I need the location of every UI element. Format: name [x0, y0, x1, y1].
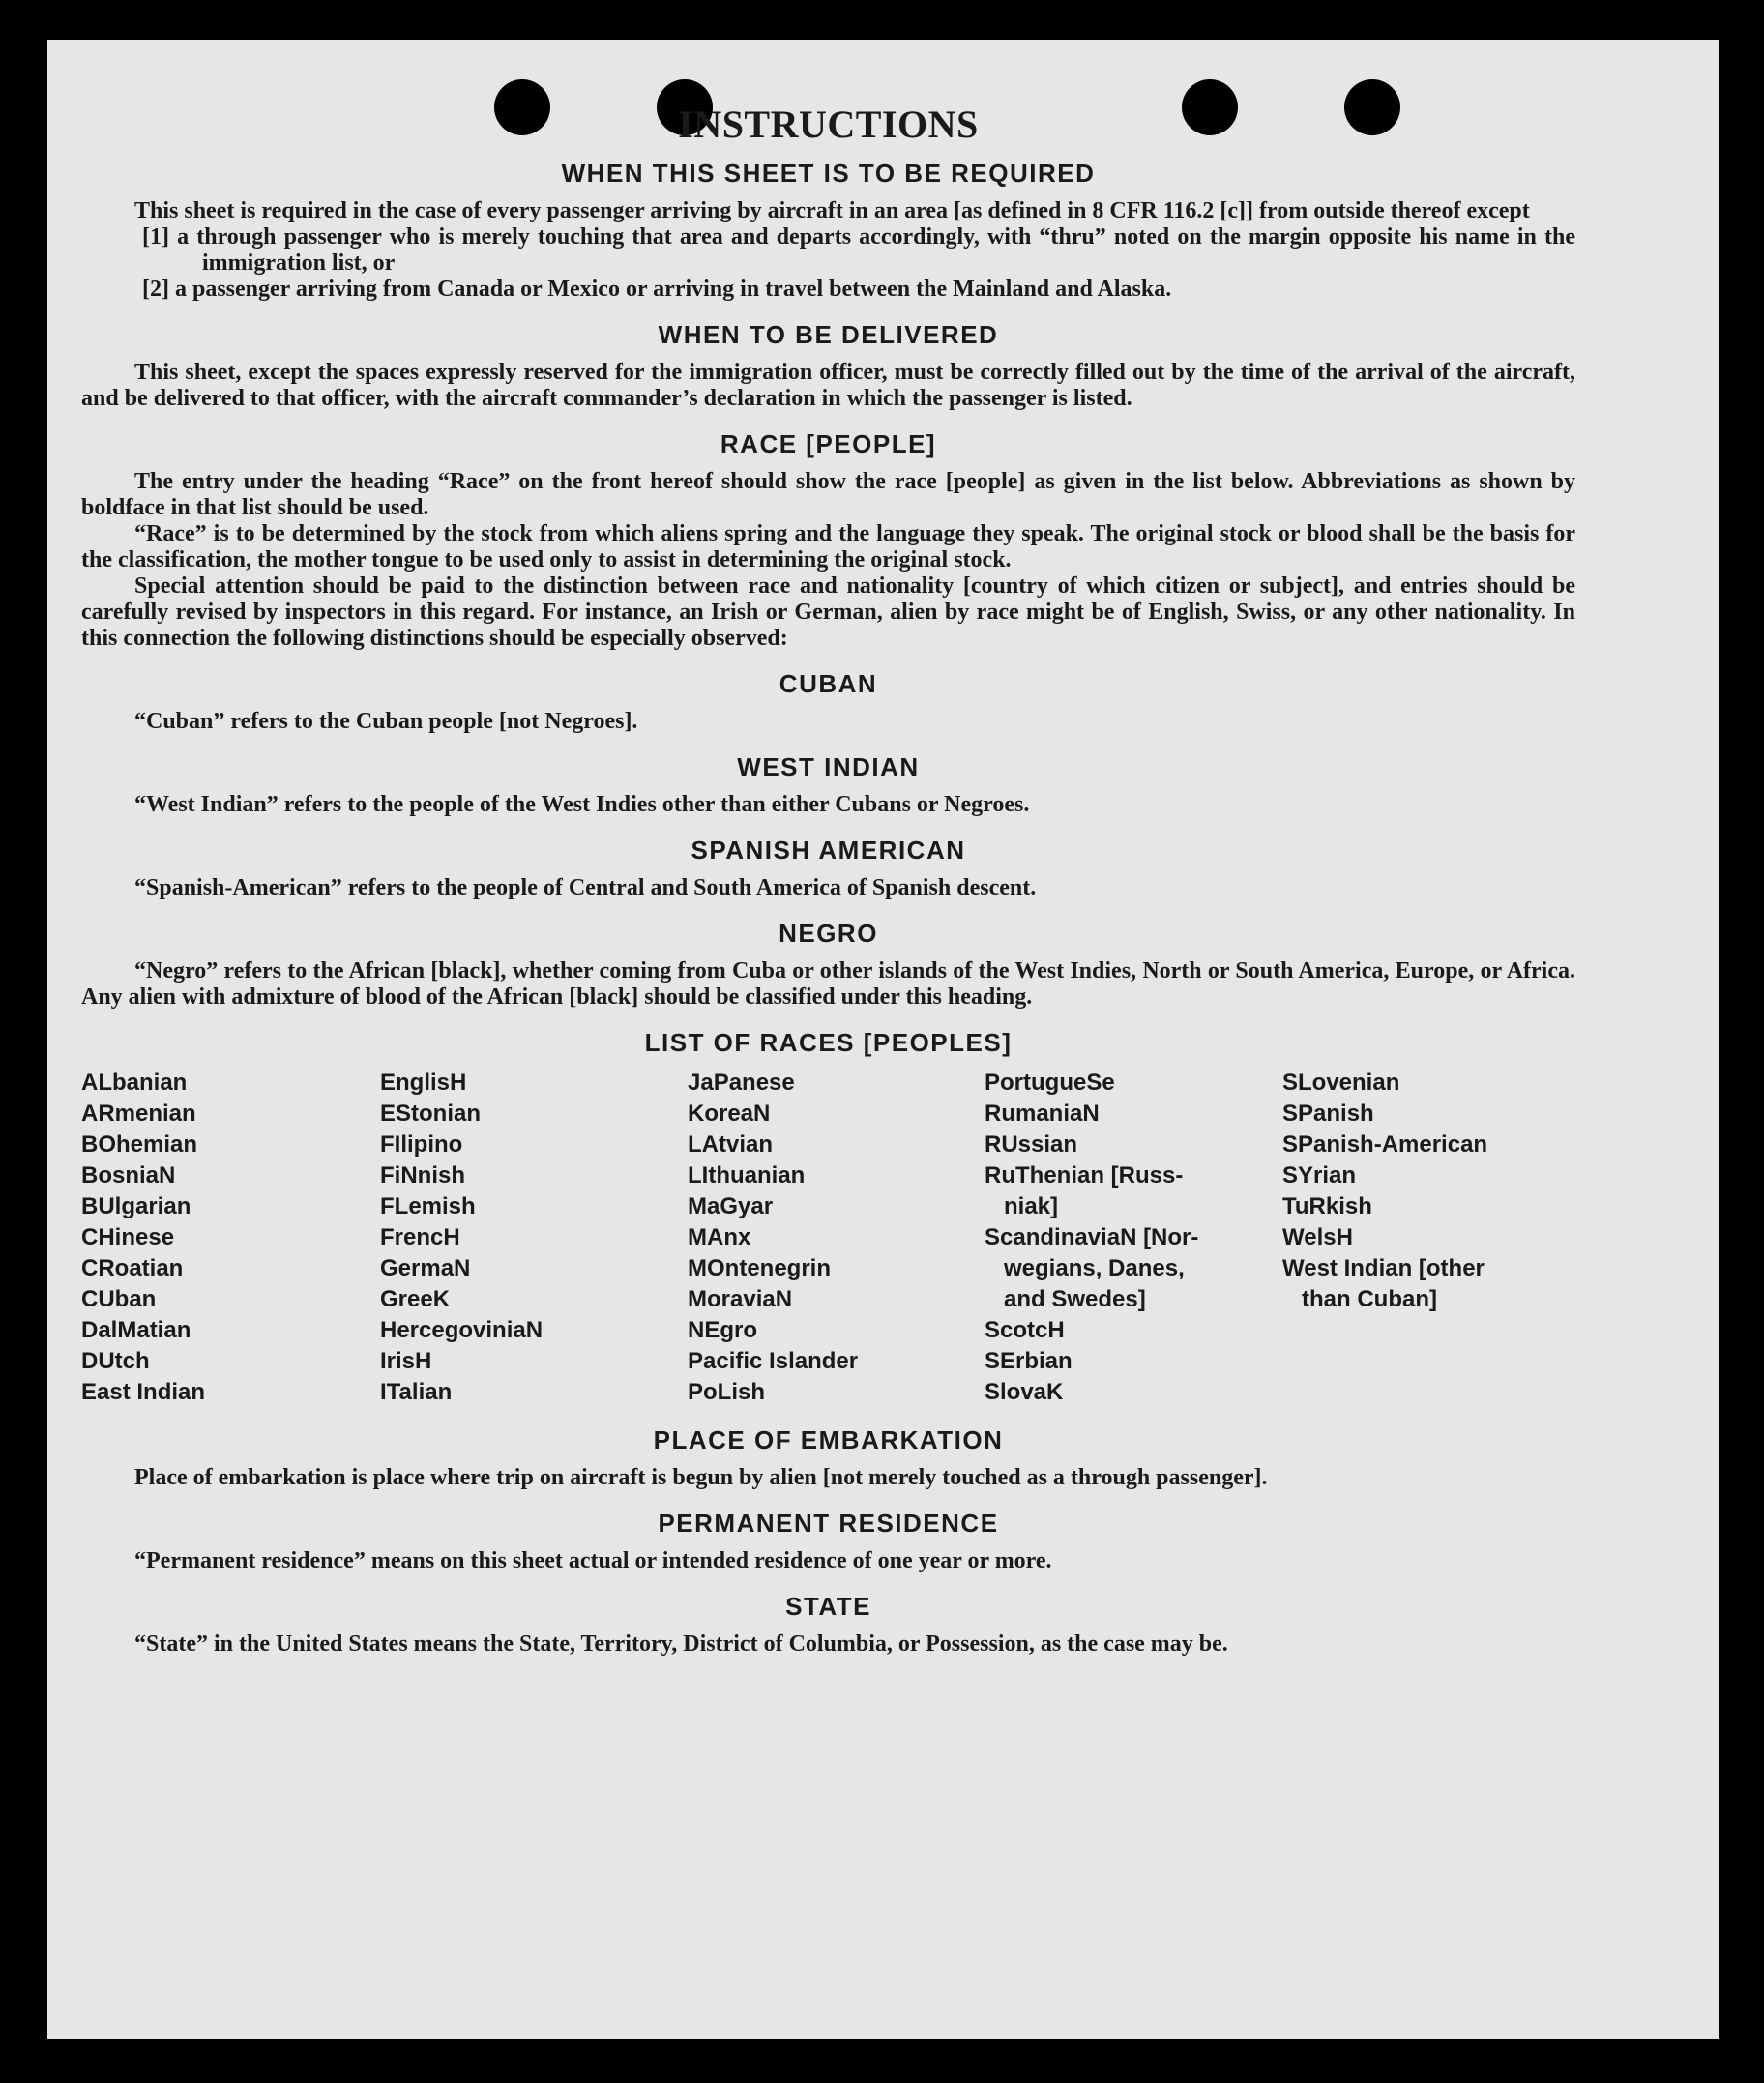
race-item: East Indian [81, 1379, 206, 1405]
race-item: EnglisH [380, 1070, 467, 1096]
list-item: [2] a passenger arriving from Canada or Mexico or arriving in travel between the Mainland and Alaska. [142, 277, 1172, 302]
race-item: NEgro [688, 1317, 757, 1343]
race-item: TuRkish [1282, 1193, 1372, 1219]
race-item: CHinese [81, 1224, 175, 1250]
race-item: GreeK [380, 1286, 451, 1312]
race-item: ScotcH [985, 1317, 1065, 1343]
section-heading: WHEN TO BE DELIVERED [658, 320, 999, 349]
race-item: JaPanese [688, 1070, 795, 1096]
race-item: CUban [81, 1286, 157, 1312]
race-item: SLovenian [1282, 1070, 1400, 1096]
instructions-content [81, 102, 1575, 1658]
race-item: MaGyar [688, 1193, 774, 1219]
race-item: ARmenian [81, 1100, 196, 1127]
race-item: FIlipino [380, 1131, 463, 1158]
race-item: RuThenian [Russ- [985, 1162, 1184, 1188]
race-item: FLemish [380, 1193, 476, 1219]
paragraph: The entry under the heading “Race” on the front hereof should show the race [people] as given in the list below. Abbreviations as shown by boldface in that list should be used. [81, 469, 1575, 520]
section-heading: NEGRO [779, 919, 878, 948]
race-item: Pacific Islander [688, 1348, 859, 1374]
race-item: MoraviaN [688, 1286, 793, 1312]
race-item: wegians, Danes, [985, 1255, 1185, 1281]
race-item: CRoatian [81, 1255, 184, 1281]
paragraph: Special attention should be paid to the distinction between race and nationality [country of which citizen or subject], and entries should be carefully revised by inspectors in this regard. For instance, an Irish or German, alien by race might be of English, Swiss, or any other nationality. In this connection the following distinctions should be especially observed: [81, 573, 1575, 651]
race-item: GermaN [380, 1255, 471, 1281]
paragraph: “Race” is to be determined by the stock from which aliens spring and the language they speak. The original stock or blood shall be the basis for the classification, the mother tongue to be used only to assist in determining the original stock. [81, 521, 1575, 572]
race-item: SPanish-American [1282, 1131, 1488, 1158]
race-item: ITalian [380, 1379, 453, 1405]
section-heading: RACE [PEOPLE] [720, 429, 937, 458]
race-item: LAtvian [688, 1131, 774, 1158]
section-heading: PERMANENT RESIDENCE [658, 1509, 999, 1538]
paragraph: This sheet is required in the case of every passenger arriving by aircraft in an area [as defined in 8 CFR 116.2 [c]] from outside thereof except [134, 198, 1530, 223]
race-item: DUtch [81, 1348, 150, 1374]
race-item: BUlgarian [81, 1193, 191, 1219]
paragraph: This sheet, except the spaces expressly reserved for the immigration officer, must be correctly filled out by the time of the arrival of the aircraft, and be delivered to that officer, with the aircraft commander’s declaration in which the passenger is listed. [81, 360, 1575, 411]
page-title: INSTRUCTIONS [678, 103, 979, 146]
race-item: than Cuban] [1282, 1286, 1437, 1312]
race-item: SlovaK [985, 1379, 1064, 1405]
section-heading: WEST INDIAN [737, 752, 920, 781]
paragraph: “Spanish-American” refers to the people of Central and South America of Spanish descent. [134, 875, 1037, 900]
races-column [985, 1068, 1282, 1408]
section-heading: STATE [785, 1592, 871, 1621]
race-item: MOntenegrin [688, 1255, 831, 1281]
paragraph: “Permanent residence” means on this sheet actual or intended residence of one year or more. [134, 1548, 1052, 1573]
race-item: IrisH [380, 1348, 432, 1374]
race-item: SYrian [1282, 1162, 1357, 1188]
race-item: FrencH [380, 1224, 460, 1250]
race-item: HercegoviniaN [380, 1317, 544, 1343]
race-item: DalMatian [81, 1317, 191, 1343]
race-item: RumaniaN [985, 1100, 1100, 1127]
paragraph: “Cuban” refers to the Cuban people [not Negroes]. [134, 709, 638, 734]
list-item: [1] a through passenger who is merely touching that area and departs accordingly, with “thru” noted on the margin opposite his name in the immigration list, or [142, 224, 1575, 276]
race-item: niak] [985, 1193, 1059, 1219]
paragraph: “Negro” refers to the African [black], whether coming from Cuba or other islands of the West Indies, North or South America, Europe, or Africa. Any alien with admixture of blood of the African [black] should be classified under this heading. [81, 958, 1575, 1010]
races-column [380, 1068, 688, 1408]
section-heading: LIST OF RACES [PEOPLES] [644, 1028, 1013, 1057]
race-item: ScandinaviaN [Nor- [985, 1224, 1199, 1250]
paragraph: “State” in the United States means the State, Territory, District of Columbia, or Possession, as the case may be. [134, 1631, 1228, 1657]
race-item: KoreaN [688, 1100, 771, 1127]
races-column [81, 1068, 380, 1408]
race-item: SPanish [1282, 1100, 1374, 1127]
race-item: BosniaN [81, 1162, 176, 1188]
race-item: WelsH [1282, 1224, 1353, 1250]
paragraph: Place of embarkation is place where trip on aircraft is begun by alien [not merely touched as a through passenger]. [134, 1465, 1268, 1490]
race-item: PortugueSe [985, 1070, 1115, 1096]
race-item: SErbian [985, 1348, 1073, 1374]
race-item: LIthuanian [688, 1162, 806, 1188]
races-list [81, 1068, 1575, 1408]
section-heading: SPANISH AMERICAN [691, 836, 966, 865]
races-column [688, 1068, 985, 1408]
paragraph: “West Indian” refers to the people of the West Indies other than either Cubans or Negroes. [134, 792, 1030, 817]
race-item: and Swedes] [985, 1286, 1146, 1312]
section-heading: PLACE OF EMBARKATION [653, 1425, 1004, 1454]
section-heading: WHEN THIS SHEET IS TO BE REQUIRED [561, 159, 1096, 188]
race-item: BOhemian [81, 1131, 198, 1158]
race-item: ALbanian [81, 1070, 188, 1096]
race-item: RUssian [985, 1131, 1078, 1158]
race-item: EStonian [380, 1100, 482, 1127]
race-item: MAnx [688, 1224, 751, 1250]
race-item: PoLish [688, 1379, 766, 1405]
race-item: FiNnish [380, 1162, 465, 1188]
races-column [1282, 1068, 1573, 1408]
race-item: West Indian [other [1282, 1255, 1485, 1281]
section-heading: CUBAN [779, 669, 878, 698]
